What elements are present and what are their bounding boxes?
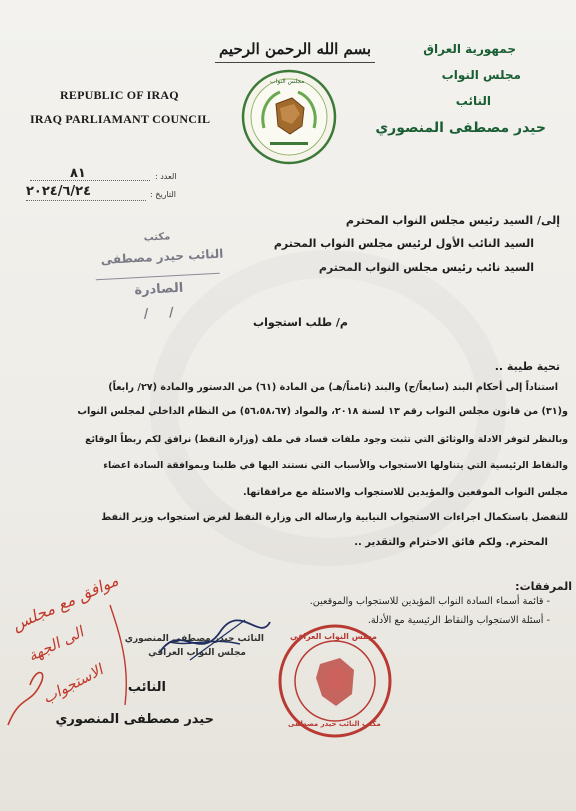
handwritten-scribble xyxy=(0,575,150,735)
body-line-1: استناداً إلى أحكام البند (سابعاً/ج) والبند (ثامناً/هـ) من المادة (٦١) من الدستور والمادة (٢٧/ رابعاً) xyxy=(108,382,558,393)
date-line xyxy=(26,200,146,201)
recipient-line-1: إلى/ السيد رئيس مجلس النواب المحترم xyxy=(345,214,560,227)
header-ar-line1: جمهورية العراق xyxy=(423,42,516,56)
body-line-2: و(٣١) من قانون مجلس النواب رقم ١٣ لسنة ٢٠١٨، والمواد (٥٦،٥٨،٦٧) من النظام الداخلي لمجلس النواب xyxy=(77,406,568,417)
date-value: ٢٠٢٤/٦/٢٤ xyxy=(26,184,92,199)
header-ar-line4: حيدر مصطفى المنصوري xyxy=(375,120,546,136)
outgoing-stamp-line3: الصادرة xyxy=(134,280,184,299)
handwritten-note xyxy=(0,570,150,735)
handwritten-note-line1: موافق مع مجلس xyxy=(9,570,122,635)
outgoing-stamp-line4: / / xyxy=(143,304,183,322)
round-seal-inner-text: مكتب النائب حيدر مصطفى xyxy=(288,720,381,728)
request-line-1: للتفضل باستكمال اجراءات الاستجواب النيابية وارساله الى وزارة النفط لغرض استجواب وزير النفط xyxy=(101,512,568,523)
bullet: - xyxy=(543,615,550,626)
body-line-4: والنقاط الرئيسية التي يتناولها الاستجواب والأسباب التي نستند اليها في طلبنا وبموافقة السادة اعضاء xyxy=(103,460,568,471)
header-ar-line2: مجلس النواب xyxy=(441,68,521,82)
recipient-line-2: السيد النائب الأول لرئيس مجلس النواب المحترم xyxy=(273,237,534,250)
signature-stamp-line1: النائب حيدر مصطفى المنصوري xyxy=(124,634,264,644)
date-label: التاريخ : xyxy=(150,190,177,199)
signature-name: حيدر مصطفى المنصوري xyxy=(55,712,214,727)
subject: م/ طلب استجواب xyxy=(253,316,348,329)
logo-caption: مجلس النواب xyxy=(270,78,305,85)
attachment-item-1: - قائمة أسماء السادة النواب المؤيدين للاستجواب والموقعين. xyxy=(309,596,550,607)
basmala-underline xyxy=(215,62,375,63)
greeting: تحية طيبة .. xyxy=(494,360,560,373)
handwritten-note-line2: الى الجهة xyxy=(25,622,87,666)
round-seal-outer-text: مجلس النواب العراقي xyxy=(290,632,377,641)
header-en-line1: REPUBLIC OF IRAQ xyxy=(60,88,179,102)
attachments-title: المرفقات: xyxy=(515,580,572,593)
signature-stamp-line2: مجلس النواب العراقي xyxy=(148,648,246,658)
handwritten-note-line3: الاستجواب xyxy=(39,660,106,708)
attachment-item-2: - أسئلة الاستجواب والنقاط الرئيسية مع الأدلة. xyxy=(367,615,550,626)
ink-signature xyxy=(150,612,280,676)
number-line xyxy=(30,180,150,181)
request-line-2: المحترم. ولكم فائق الاحترام والتقدير .. xyxy=(354,537,548,548)
outgoing-stamp-rule xyxy=(96,273,220,280)
recipient-line-3: السيد نائب رئيس مجلس النواب المحترم xyxy=(318,261,534,274)
number-value: ٨١ xyxy=(70,166,86,181)
header-en-line2: IRAQ PARLIAMANT COUNCIL xyxy=(30,112,211,126)
basmala: بسم الله الرحمن الرحيم xyxy=(218,40,372,58)
body-line-5: مجلس النواب الموقعين والمؤيدين للاستجواب والاسئلة مع مرافقاتها. xyxy=(243,487,568,498)
bullet: - xyxy=(543,596,550,607)
round-seal xyxy=(276,622,394,740)
outgoing-stamp-line1: مكتب xyxy=(143,231,171,244)
body-line-3: وبالنظر لتوفر الادلة والوثائق التي تثبت وجود ملفات فساد في ملف (وزارة النفط) نرافق لكم ربطاً الوقائع xyxy=(85,434,568,445)
header-ar-line3: النائب xyxy=(455,94,491,108)
number-label: العدد : xyxy=(155,172,177,181)
outgoing-stamp-line2: النائب حيدر مصطفى xyxy=(100,246,224,267)
signature-title: النائب xyxy=(127,680,166,695)
